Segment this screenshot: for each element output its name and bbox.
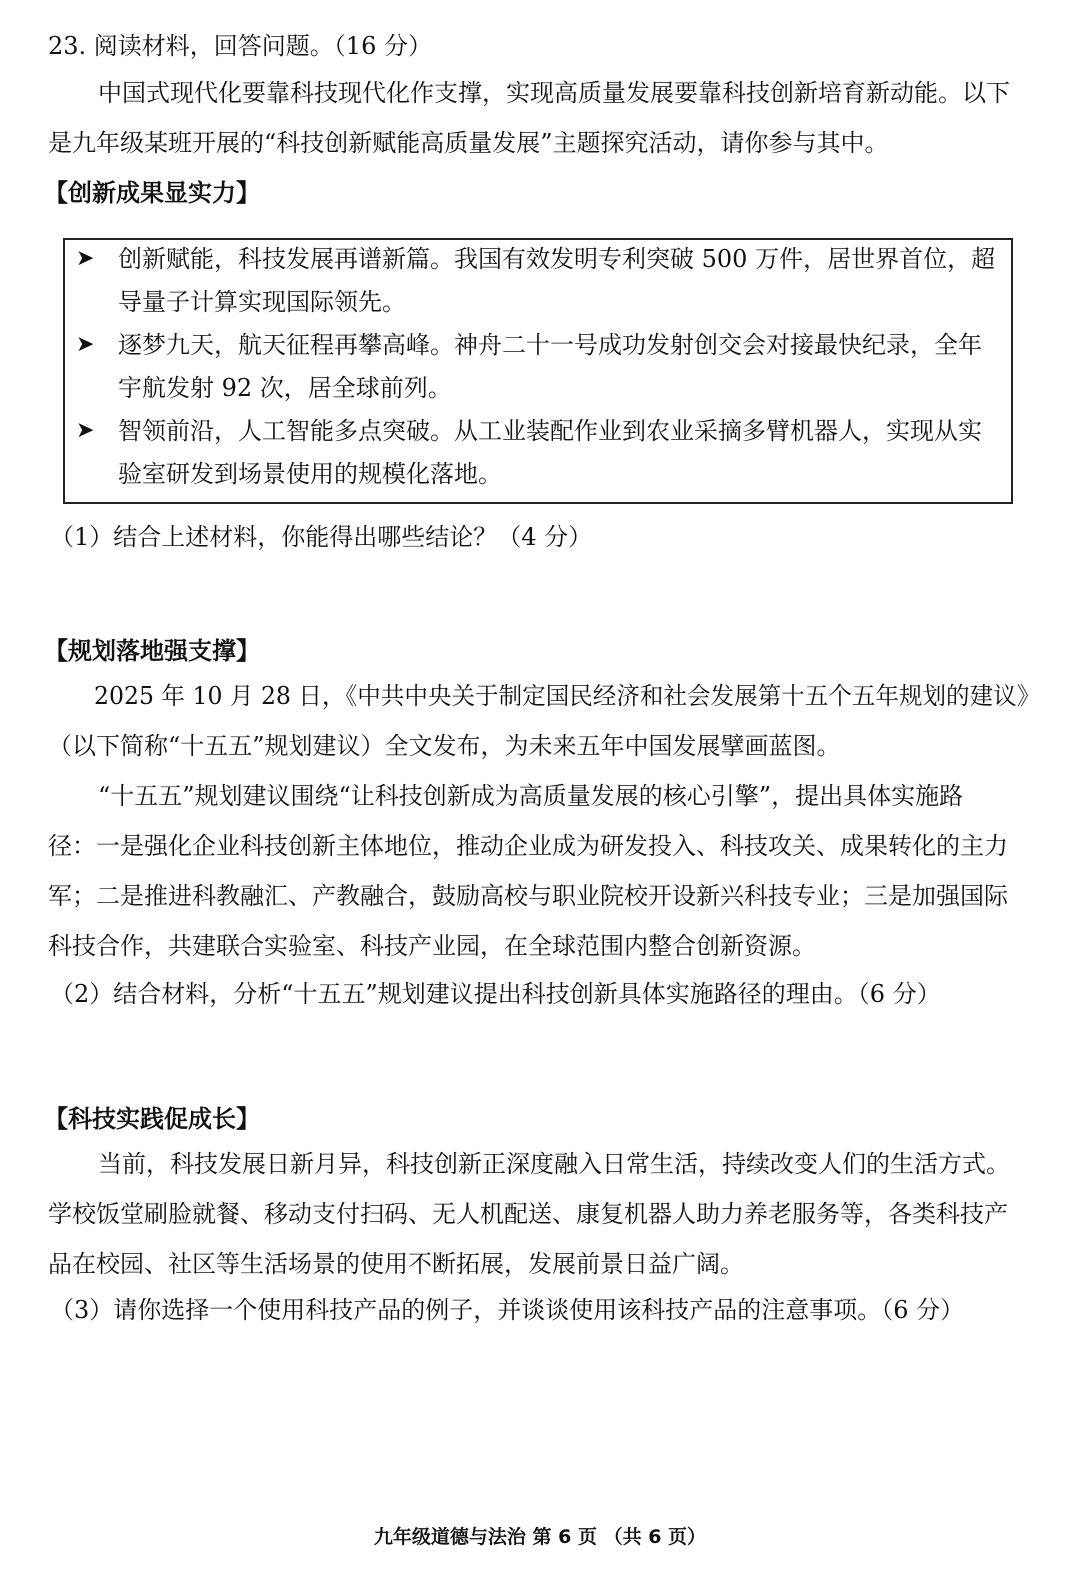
section-title-planning: 【规划落地强支撑】 [44,637,260,665]
sub-question-3: （3）请你选择一个使用科技产品的例子，并谈谈使用该科技产品的注意事项。（6 分） [50,1296,965,1324]
paragraph-line: 学校饭堂刷脸就餐、移动支付扫码、无人机配送、康复机器人助力养老服务等，各类科技产 [48,1200,1008,1228]
triangle-bullet-icon: ➤ [76,418,95,443]
bullet-line: 宇航发射 92 次，居全球前列。 [118,374,452,402]
bullet-line: 逐梦九天，航天征程再攀高峰。神舟二十一号成功发射创交会对接最快纪录，全年 [118,331,982,359]
bullet-line: 验室研发到场景使用的规模化落地。 [118,460,502,488]
bullet-line: 智领前沿，人工智能多点突破。从工业装配作业到农业采摘多臂机器人，实现从实 [118,417,982,445]
sub-question-1: （1）结合上述材料，你能得出哪些结论？（4 分） [50,523,593,551]
paragraph-line: 品在校园、社区等生活场景的使用不断拓展，发展前景日益广阔。 [48,1250,744,1278]
paragraph-line: （以下简称“十五五”规划建议）全文发布，为未来五年中国发展擘画蓝图。 [48,732,841,760]
intro-line: 是九年级某班开展的“科技创新赋能高质量发展”主题探究活动，请你参与其中。 [48,129,889,157]
intro-line: 中国式现代化要靠科技现代化作支撑，实现高质量发展要靠科技创新培育新动能。以下 [98,79,1010,107]
question-heading: 23. 阅读材料，回答问题。（16 分） [48,32,432,60]
paragraph-line: 军；二是推进科教融汇、产教融合，鼓励高校与职业院校开设新兴科技专业；三是加强国际 [48,882,1008,910]
paragraph-line: “十五五”规划建议围绕“让科技创新成为高质量发展的核心引擎”，提出具体实施路 [98,782,964,810]
sub-question-2: （2）结合材料，分析“十五五”规划建议提出科技创新具体实施路径的理由。（6 分） [50,980,941,1008]
paragraph-line: 径：一是强化企业科技创新主体地位，推动企业成为研发投入、科技攻关、成果转化的主力 [48,832,1008,860]
bullet-line: 导量子计算实现国际领先。 [118,288,406,316]
paragraph-line: 科技合作，共建联合实验室、科技产业园，在全球范围内整合创新资源。 [48,932,816,960]
bullet-line: 创新赋能，科技发展再谱新篇。我国有效发明专利突破 500 万件，居世界首位，超 [118,245,996,273]
section-title-practice: 【科技实践促成长】 [44,1105,260,1133]
paragraph-line: 当前，科技发展日新月异，科技创新正深度融入日常生活，持续改变人们的生活方式。 [98,1150,1010,1178]
triangle-bullet-icon: ➤ [76,332,95,357]
paragraph-line: 2025 年 10 月 28 日，《中共中央关于制定国民经济和社会发展第十五个五年规划的建议》 [94,682,1041,710]
triangle-bullet-icon: ➤ [76,246,95,271]
page-footer: 九年级道德与法治 第 6 页 （共 6 页） [373,1526,707,1548]
section-title-innovation: 【创新成果显实力】 [44,179,260,207]
